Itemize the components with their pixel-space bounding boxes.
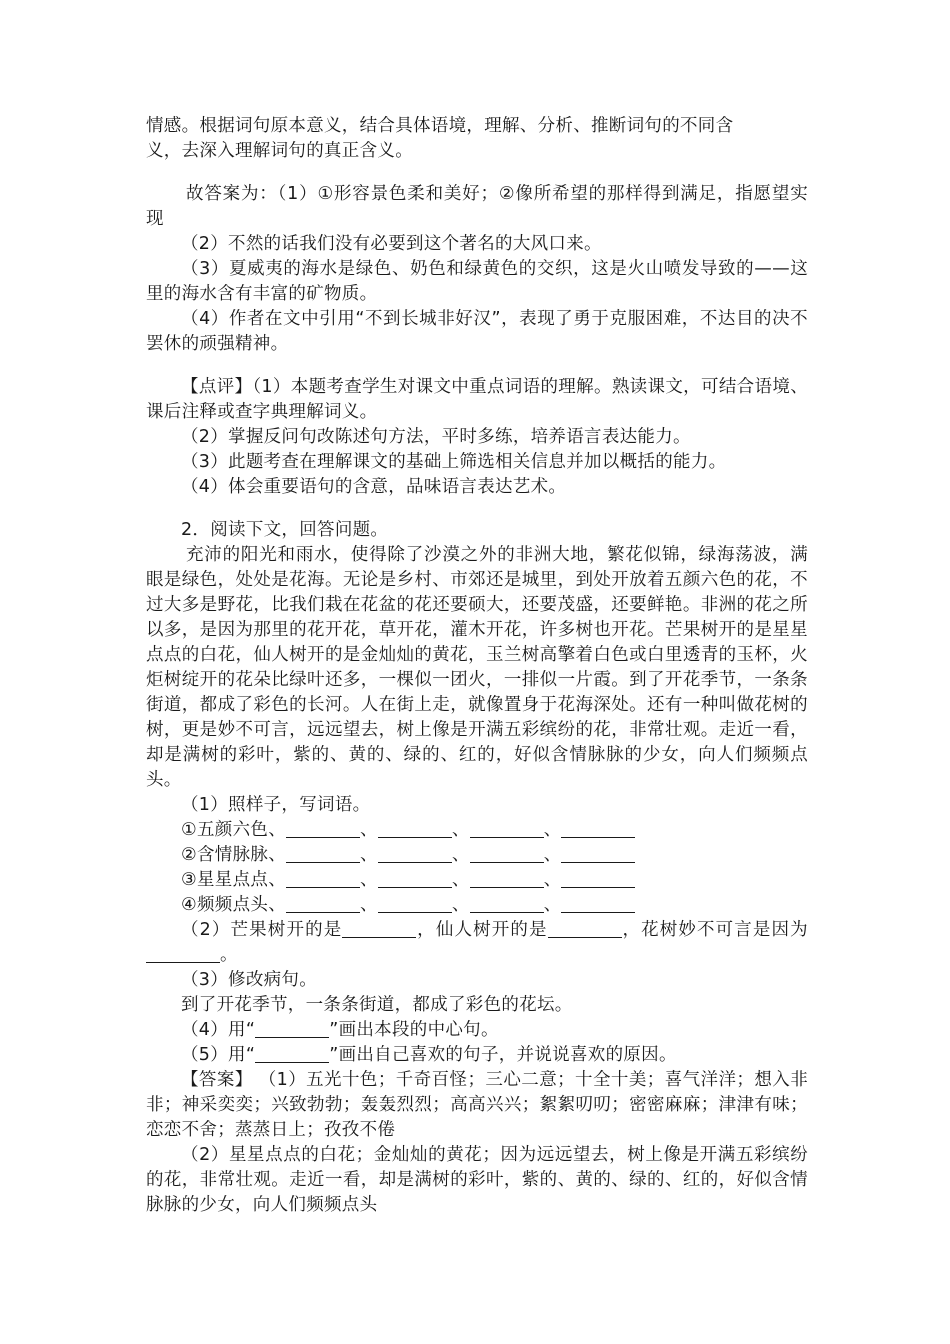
q1-row-3 (146, 868, 808, 893)
reading-passage: 充沛的阳光和雨水，使得除了沙漠之外的非洲大地，繁花似锦，绿海荡波，满眼是绿色，处处是花海。无论是乡村、市郊还是城里，到处开放着五颜六色的花，不过大多是野花，比我们栽在花盆的花还要硕大，还要茂盛，还要鲜艳。非洲的花之所以多，是因为那里的花开花，草开花，灌木开花，许多树也开花。芒果树开的是星星点点的白花，仙人树开的是金灿灿的黄花，玉兰树高擎着白色或白里透青的玉杯，火炬树绽开的花朵比绿叶还多，一棵似一团火，一排似一片霞。到了开花季节，一条条街道，都成了彩色的长河。人在街上走，就像置身于花海深处。还有一种叫做花树的树，更是妙不可言，远远望去，树上像是开满五彩缤纷的花，非常壮观。走近一看，却是满树的彩叶，紫的、黄的、绿的、红的，好似含情脉脉的少女，向人们频频点头。 (146, 545, 808, 790)
spacer (146, 164, 808, 182)
fill-blank[interactable] (470, 819, 544, 838)
fill-blank[interactable] (548, 919, 622, 938)
fill-blank[interactable] (286, 819, 360, 838)
intro-line-2: 义，去深入理解词句的真正含义。 (146, 141, 413, 161)
fill-blank[interactable] (470, 844, 544, 863)
fill-blank[interactable] (561, 869, 635, 888)
spacer (146, 357, 808, 375)
separator: 、 (543, 845, 562, 865)
separator: 、 (451, 845, 470, 865)
document-page (146, 114, 808, 1218)
answer-2: （2）不然的话我们没有必要到这个著名的大风口来。 (181, 234, 602, 254)
q4-question (146, 1018, 808, 1043)
fill-blank[interactable] (342, 919, 416, 938)
q1-row-prefix: ②含情脉脉、 (181, 845, 286, 865)
q1-row-2 (146, 843, 808, 868)
q5-question (146, 1043, 808, 1068)
q1-row-prefix: ③星星点点、 (181, 870, 286, 890)
answer-1: 故答案为：（1）①形容景色柔和美好；②像所希望的那样得到满足，指愿望实现 (146, 184, 808, 229)
fill-blank[interactable] (561, 819, 635, 838)
fill-blank[interactable] (378, 869, 452, 888)
fill-blank[interactable] (470, 894, 544, 913)
comment-2: （2）掌握反问句改陈述句方法，平时多练，培养语言表达能力。 (181, 427, 691, 447)
q1-row-prefix: ①五颜六色、 (181, 820, 286, 840)
fill-blank[interactable] (378, 844, 452, 863)
answer-section-1: 【答案】 （1）五光十色；千奇百怪；三心二意；十全十美；喜气洋洋；想入非非；神采奕奕；兴致勃勃；轰轰烈烈；高高兴兴；絮絮叨叨；密密麻麻；津津有味；恋恋不舍；蒸蒸日上；孜孜不倦 (146, 1070, 808, 1140)
comment-3: （3）此题考查在理解课文的基础上筛选相关信息并加以概括的能力。 (181, 452, 727, 472)
q1-label: （1）照样子，写词语。 (181, 795, 371, 815)
q4-text-b: ”画出本段的中心句。 (329, 1020, 499, 1040)
fill-blank[interactable] (561, 844, 635, 863)
q2-text-c: ，花树妙不可言是因 (621, 920, 791, 940)
fill-blank[interactable] (146, 944, 220, 963)
separator: 、 (451, 820, 470, 840)
q2-question (146, 918, 808, 968)
q1-row-1 (146, 818, 808, 843)
separator: 、 (543, 895, 562, 915)
q4-text-a: （4）用“ (181, 1020, 256, 1040)
separator: 、 (451, 895, 470, 915)
fill-blank[interactable] (255, 1044, 329, 1063)
fill-blank[interactable] (286, 844, 360, 863)
q2-text-b: ，仙人树开的是 (416, 920, 548, 940)
separator: 、 (360, 870, 378, 890)
fill-blank[interactable] (255, 1019, 329, 1038)
separator: 、 (360, 895, 378, 915)
answer-3: （3）夏威夷的海水是绿色、奶色和绿黄色的交织，这是火山喷发导致的——这里的海水含有丰富的矿物质。 (146, 259, 808, 304)
separator: 、 (451, 870, 470, 890)
q3-sentence: 到了开花季节，一条条街道，都成了彩色的花坛。 (181, 995, 573, 1015)
answer-section-2: （2）星星点点的白花；金灿灿的黄花；因为远远望去，树上像是开满五彩缤纷的花，非常壮观。走近一看，却是满树的彩叶，紫的、黄的、绿的、红的，好似含情脉脉的少女，向人们频频点头 (146, 1145, 808, 1215)
fill-blank[interactable] (561, 894, 635, 913)
q5-text-a: （5）用“ (181, 1045, 256, 1065)
question-heading: 2．阅读下文，回答问题。 (181, 520, 389, 540)
fill-blank[interactable] (286, 894, 360, 913)
q2-text-end: 。 (220, 945, 238, 965)
fill-blank[interactable] (378, 819, 452, 838)
fill-blank[interactable] (378, 894, 452, 913)
comment-1: 【点评】（1）本题考查学生对课文中重点词语的理解。熟读课文，可结合语境、课后注释或查字典理解词义。 (146, 377, 808, 422)
separator: 、 (543, 870, 562, 890)
intro-line-1: 情感。根据词句原本意义，结合具体语境，理解、分析、推断词句的不同含 (146, 116, 734, 136)
spacer (146, 500, 808, 518)
fill-blank[interactable] (470, 869, 544, 888)
q2-text-d: 为 (790, 920, 808, 940)
q1-row-prefix: ④频频点头、 (181, 895, 286, 915)
q5-text-b: ”画出自己喜欢的句子，并说说喜欢的原因。 (329, 1045, 677, 1065)
fill-blank[interactable] (286, 869, 360, 888)
answer-4: （4）作者在文中引用“不到长城非好汉”，表现了勇于克服困难，不达目的决不罢休的顽强精神。 (146, 309, 808, 354)
q2-text-a: （2）芒果树开的是 (181, 920, 343, 940)
separator: 、 (543, 820, 562, 840)
separator: 、 (360, 820, 378, 840)
q3-label: （3）修改病句。 (181, 970, 318, 990)
q1-row-4 (146, 893, 808, 918)
comment-4: （4）体会重要语句的含意，品味语言表达艺术。 (181, 477, 567, 497)
separator: 、 (360, 845, 378, 865)
